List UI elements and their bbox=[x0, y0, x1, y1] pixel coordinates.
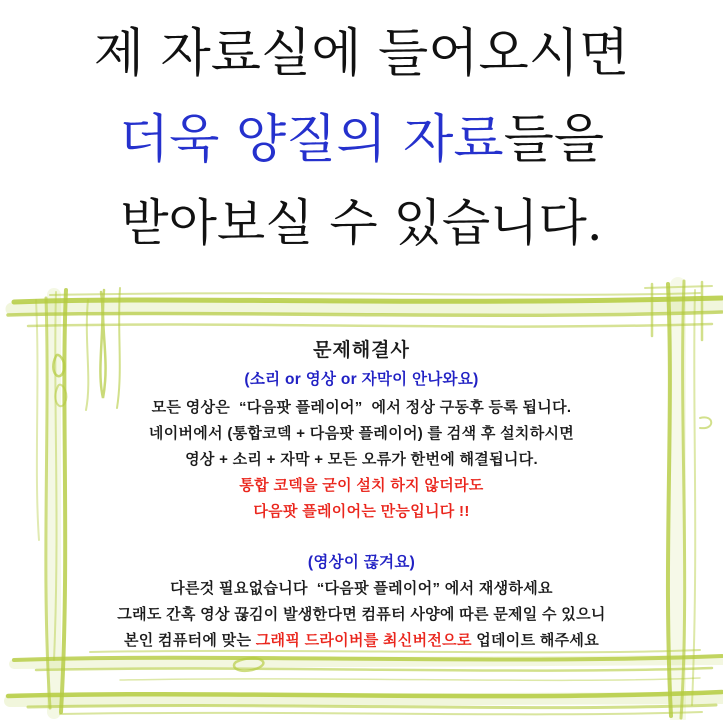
notice-title: 문제해결사 bbox=[313, 340, 410, 361]
section2-heading: (영상이 끊겨요) bbox=[307, 554, 416, 571]
last-line-prefix: 본인 컴퓨터에 맞는 bbox=[124, 632, 256, 649]
section1-line: 영상 + 소리 + 자막 + 모든 오류가 한번에 해결됩니다. bbox=[185, 451, 538, 468]
headline-line-2 bbox=[0, 110, 723, 170]
section1-red-line: 다음팟 플레이어는 만능입니다 !! bbox=[253, 503, 470, 520]
section1-heading: (소리 or 영상 or 자막이 안나와요) bbox=[244, 371, 479, 388]
last-line-suffix: 업데이트 해주세요 bbox=[471, 632, 599, 649]
last-line-red-emphasis: 그래픽 드라이버를 최신버전으로 bbox=[255, 632, 472, 649]
section1-red-line: 통합 코덱을 굳이 설치 하지 않더라도 bbox=[239, 477, 484, 494]
section1-line: 모든 영상은 “다음팟 플레이어” 에서 정상 구동후 등록 됩니다. bbox=[151, 399, 572, 416]
section1-line: 네이버에서 (통합코덱 + 다음팟 플레이어) 를 검색 후 설치하시면 bbox=[148, 425, 575, 442]
headline-line-2-black: 들을 bbox=[503, 110, 605, 170]
headline-line-3: 받아보실 수 있습니다. bbox=[120, 194, 603, 252]
section2-line: 그래도 간혹 영상 끊김이 발생한다면 컴퓨터 사양에 따른 문제일 수 있으니 bbox=[117, 606, 606, 623]
section2-last-line bbox=[0, 632, 723, 651]
headline-line-1: 제 자료실에 들어오시면 bbox=[93, 24, 630, 84]
section2-line: 다른것 필요없습니다 “다음팟 플레이어” 에서 재생하세요 bbox=[170, 580, 553, 597]
headline-line-2-blue: 더욱 양질의 자료 bbox=[118, 110, 504, 170]
